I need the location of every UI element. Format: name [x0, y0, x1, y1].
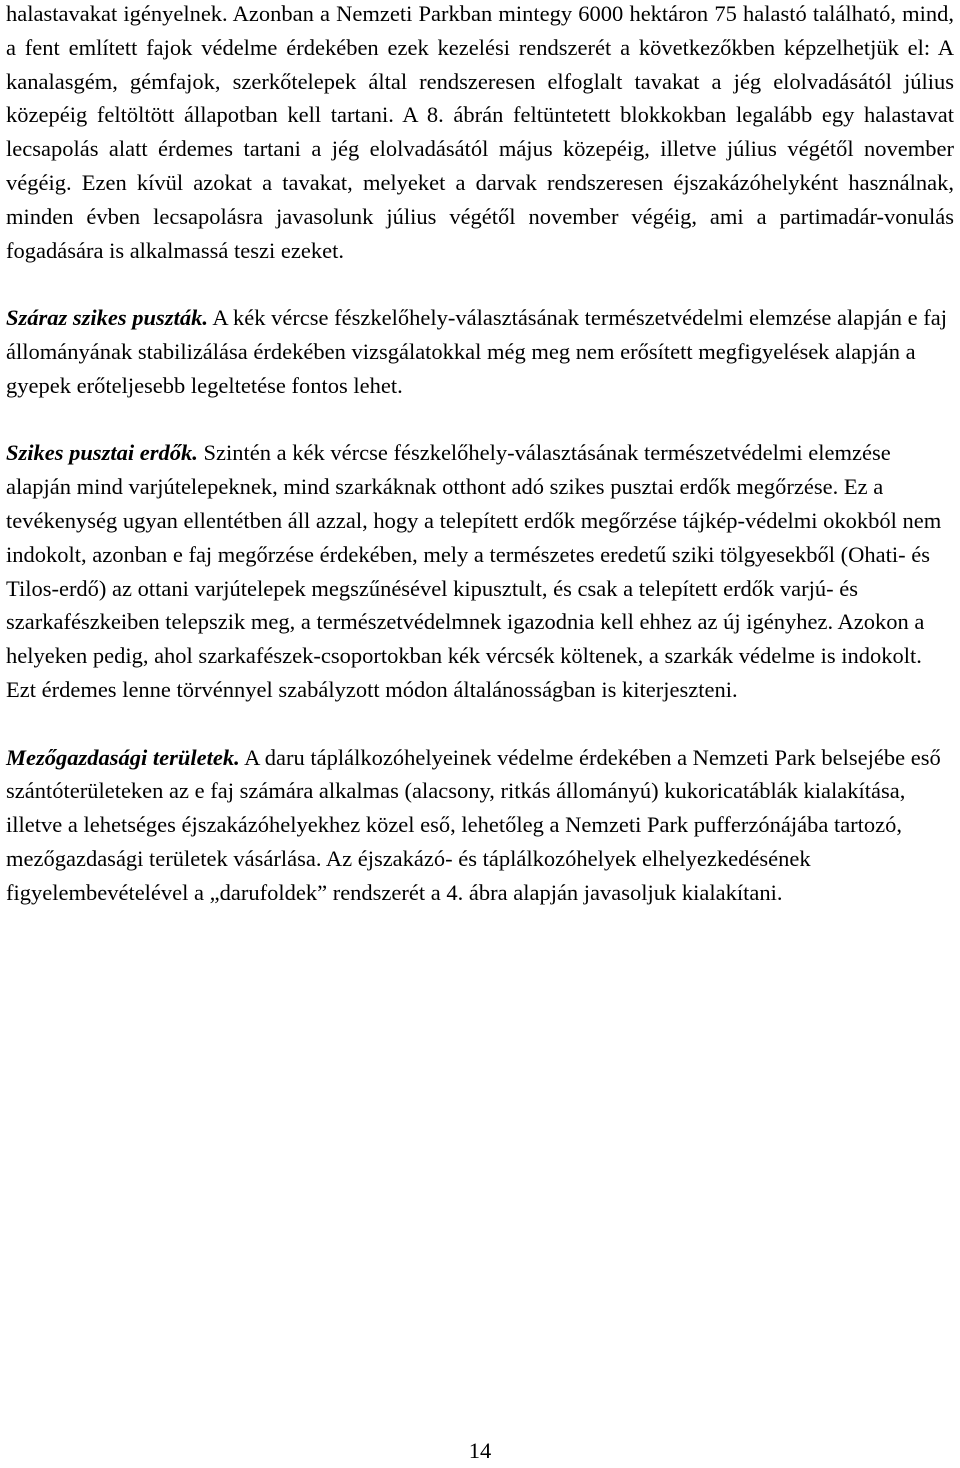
erdok-text: Szintén a kék vércse fészkelőhely-választásának természetvédelmi elemzése alapján mind varjútelepeknek, mind szarkáknak otthont adó szikes pusztai erdők megőrzése. Ez a tevékenység ugyan ellentétben áll azzal, hogy a telepített erdők megőrzése tájkép-védelmi okokból nem indokolt, azonban e faj megőrzése érdekében, mely a természetes eredetű sziki tölgyesekből (Ohati- és Tilos-erdő) az ottani varjútelepek megszűnésével kipusztult, és csak a telepített erdők varjú- és szarkafészkeiben telepszik meg, a természetvédelmnek igazodnia kell ehhez az új igényhez. Azokon a helyeken pedig, ahol szarkafészek-csoportokban kék vércsék költenek, a szarkák védelme is indokolt. Ezt érdemes lenne törvénnyel szabályzott módon általánosságban is kiterjeszteni. — [6, 440, 942, 702]
page-number: 14 — [468, 1438, 492, 1463]
szaraz-text: A kék vércse fészkelőhely-választásának természetvédelmi elemzése alapján e faj állományának stabilizálása érdekében vizsgálatokkal még meg nem erősített megfigyelések alapján a gyepek erőteljesebb legeltetése fontos lehet. — [6, 305, 947, 398]
paragraph-gap — [6, 403, 954, 437]
paragraph-gap — [6, 267, 954, 301]
mezogazdasagi-text: A daru táplálkozóhelyeinek védelme érdekében a Nemzeti Park belsejébe eső szántóterületeken az e faj számára alkalmas (alacsony, ritkás állományú) kukoricatáblák kialakítása, illetve a lehetséges éjszakázóhelyekhez közel eső, lehetőleg a Nemzeti Park pufferzónájába tartozó, mezőgazdasági területek vásárlása. Az éjszakázó- és táplálkozóhelyek elhelyezkedésének figyelembevételével a „darufoldek” rendszerét a 4. ábra alapján javasoljuk kialakítani. — [6, 744, 941, 905]
erdok-paragraph — [6, 436, 954, 706]
paragraph-gap — [6, 707, 954, 741]
document-page — [6, 0, 954, 910]
erdok-heading: Szikes pusztai erdők. — [6, 440, 198, 466]
mezogazdasagi-paragraph — [6, 741, 954, 910]
mezogazdasagi-heading: Mezőgazdasági területek. — [6, 744, 240, 770]
intro-paragraph: halastavakat igényelnek. Azonban a Nemzeti Parkban mintegy 6000 hektáron 75 halastó található, mind, a fent említett fajok védelme érdekében ezek kezelési rendszerét a következőkben képzelhetjük el: A kanalasgém, gémfajok, szerkőtelepek által rendszeresen elfoglalt tavakat a jég elolvadásától július közepéig feltöltött állapotban kell tartani. A 8. ábrán feltüntetett blokkokban legalább egy halastavat lecsapolás alatt érdemes tartani a jég elolvadásától május közepéig, illetve július végétől november végéig. Ezen kívül azokat a tavakat, melyeket a darvak rendszeresen éjszakázóhelyként használnak, minden évben lecsapolásra javasolunk július végétől november végéig, ami a partimadár-vonulás fogadására is alkalmassá teszi ezeket. — [6, 1, 954, 263]
szaraz-heading: Száraz szikes puszták. — [6, 305, 208, 331]
szaraz-paragraph — [6, 301, 954, 402]
